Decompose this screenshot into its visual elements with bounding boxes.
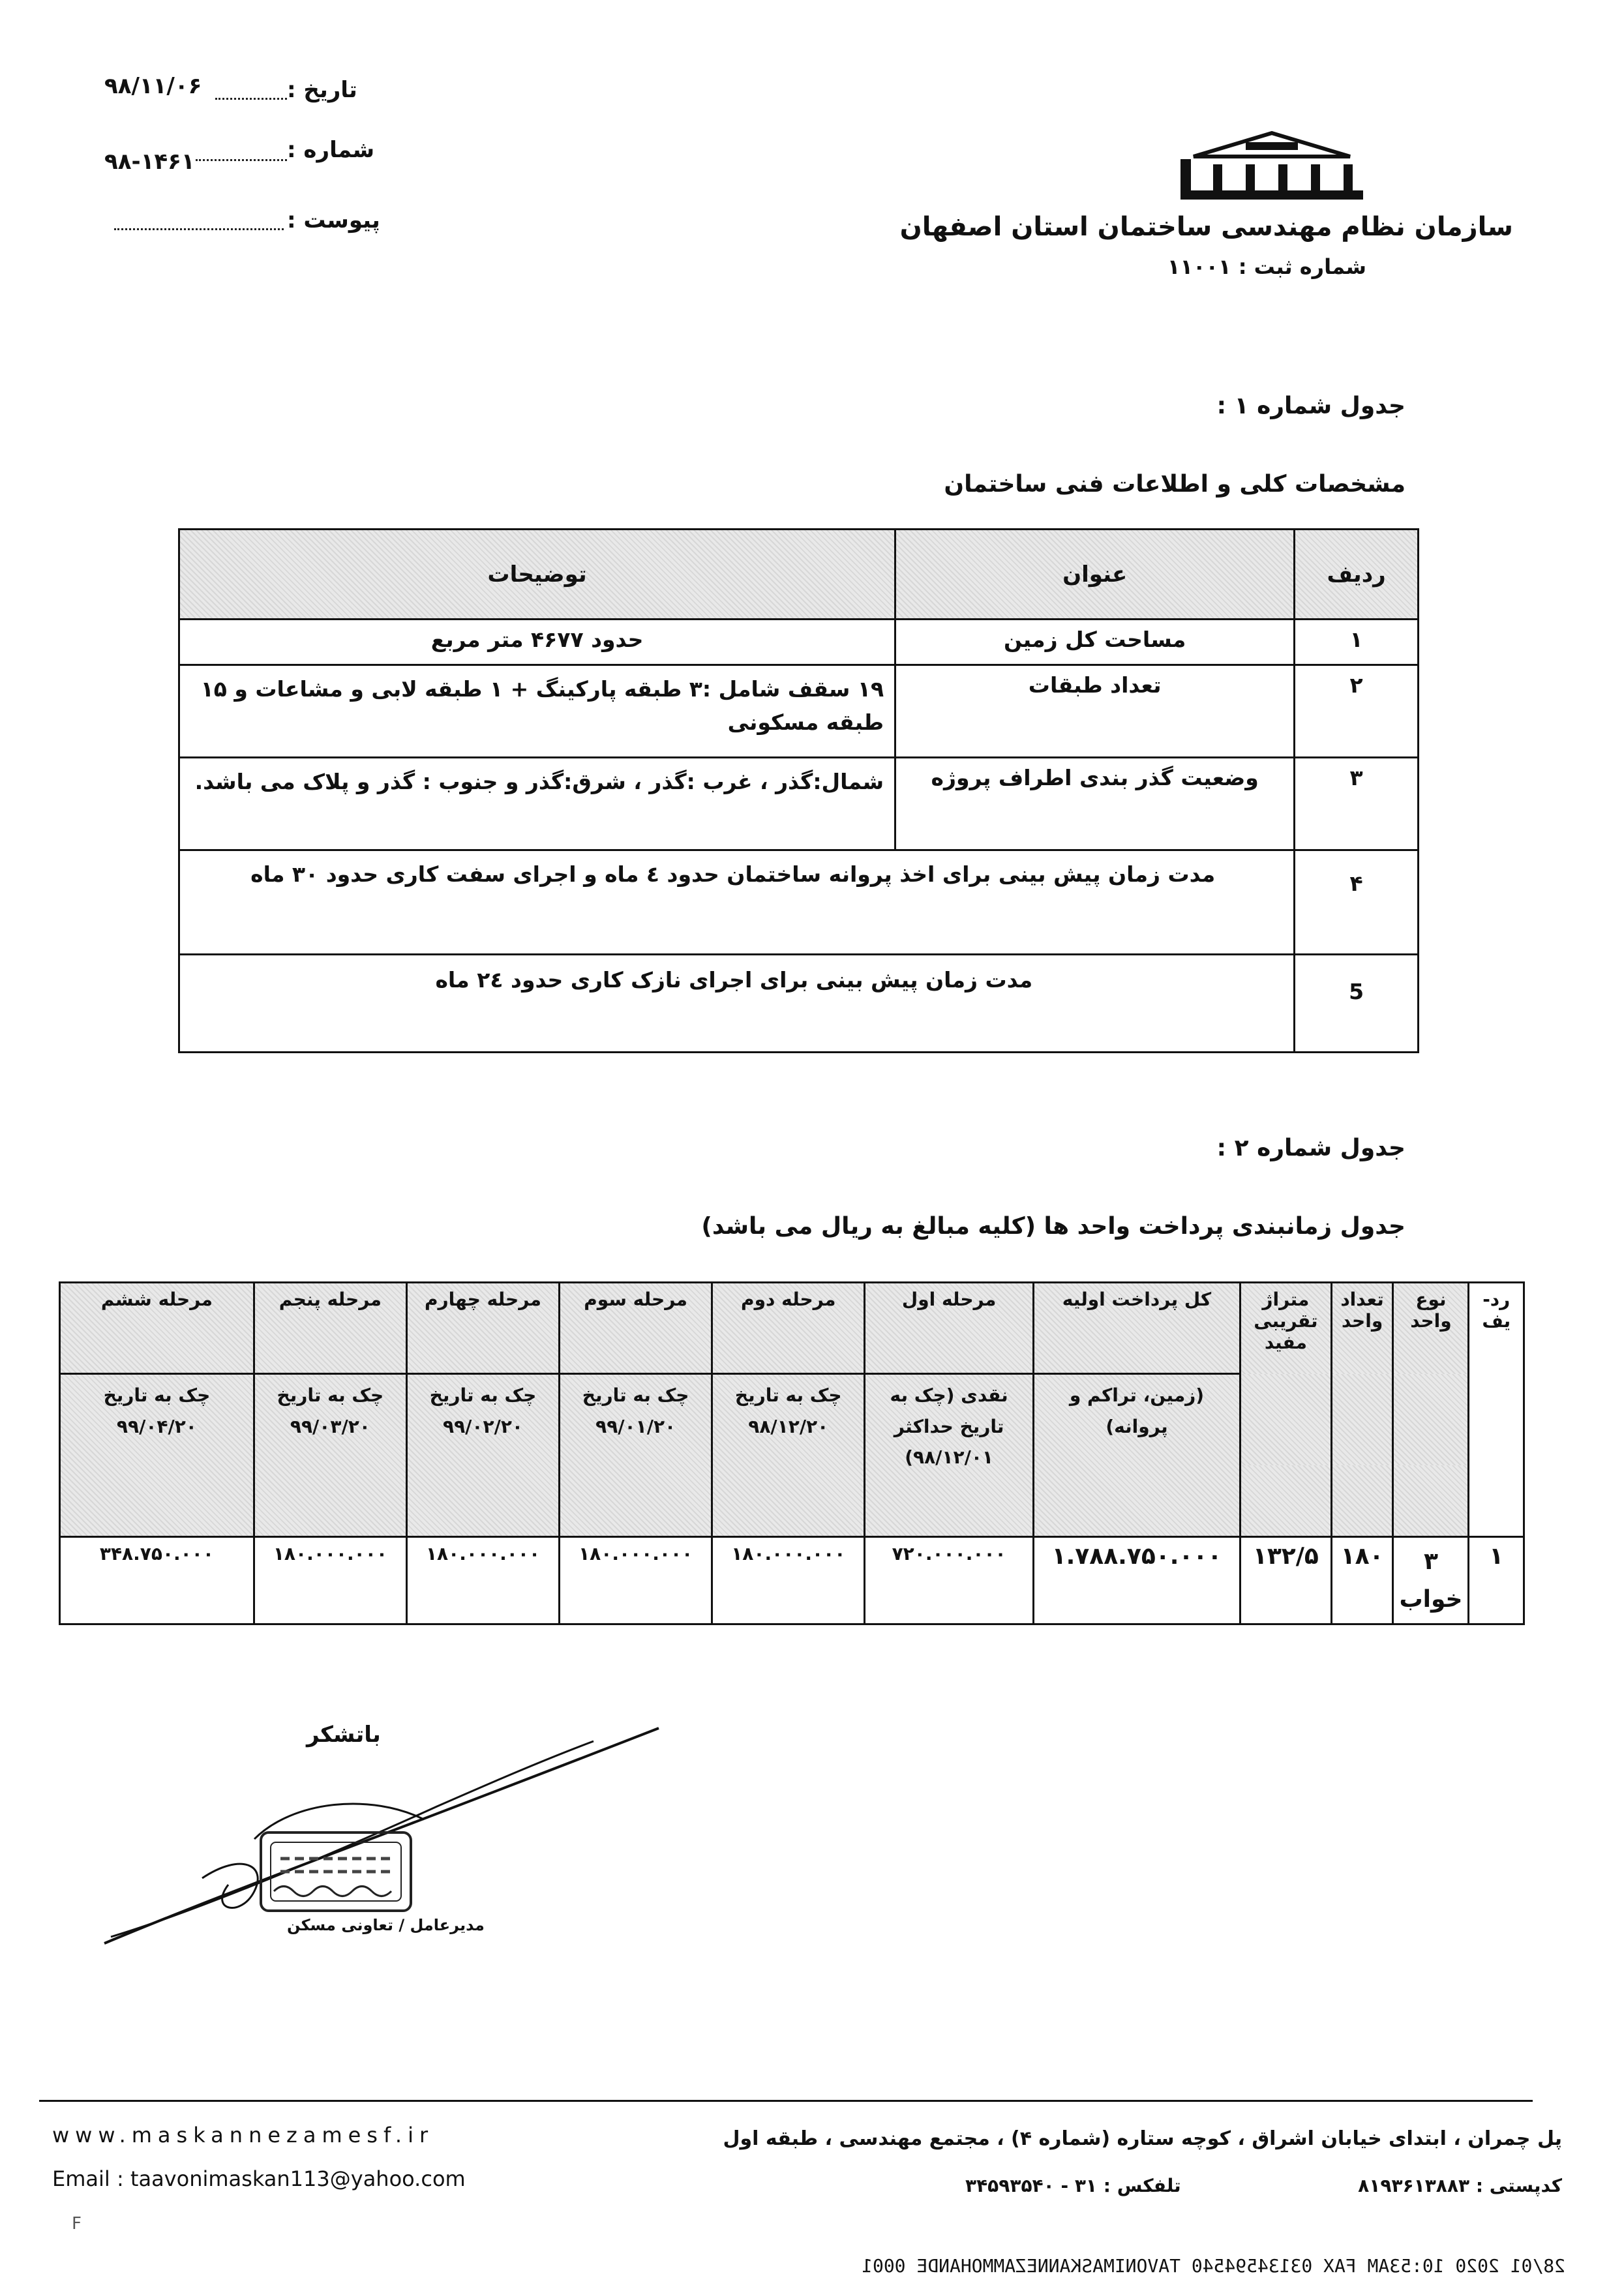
table1-header-title: عنوان	[895, 530, 1295, 620]
row-description: حدود ۴۶۷۷ متر مربع	[179, 620, 895, 665]
fax-transmission-line: 28/01 2020 10:53AM FAX 03134594540 TAVONIMASKANNEZAMMOHANDE 0001	[862, 2255, 1565, 2277]
header-stage5: مرحله پنجم	[254, 1283, 406, 1374]
header-stage6: مرحله ششم	[60, 1283, 254, 1374]
header-stage3: مرحله سوم	[560, 1283, 712, 1374]
header-unit-count: تعداد واحد	[1331, 1283, 1393, 1537]
thanks-text: باتشکر	[307, 1722, 381, 1748]
row-number: ۲	[1295, 665, 1419, 758]
table-row	[179, 850, 1419, 955]
cell-stage6: ۳۴۸.۷۵۰.۰۰۰	[60, 1537, 254, 1624]
header-area: متراژ تقریبی مفید	[1241, 1283, 1332, 1537]
website-link[interactable]: www.maskannezamesf.ir	[52, 2123, 434, 2147]
row-text: مدت زمان پیش بینی برای اجرای نازک کاری حدود ۲٤ ماه	[179, 955, 1295, 1053]
row-number: 5	[1295, 955, 1419, 1053]
row-number: ۴	[1295, 850, 1419, 955]
building-specs-table	[178, 528, 1419, 1053]
signature-stamp	[98, 1722, 685, 1956]
footer-address: پل چمران ، ابتدای خیابان اشراق ، کوچه ستاره (شماره ۴) ، مجتمع مهندسی ، طبقه اول	[723, 2127, 1562, 2150]
header-stage1: مرحله اول	[865, 1283, 1034, 1374]
row-number: ۳	[1295, 758, 1419, 850]
table-row	[179, 955, 1419, 1053]
number-dots	[196, 159, 287, 161]
table1-title: مشخصات کلی و اطلاعات فنی ساختمان	[944, 471, 1406, 498]
number-label: شماره :	[287, 137, 375, 163]
row-text: مدت زمان پیش بینی برای اخذ پروانه ساختمان حدود ٤ ماه و اجرای سفت کاری حدود ۳۰ ماه	[179, 850, 1295, 955]
row-title: وضعیت گذر بندی اطراف پروژه	[895, 758, 1295, 850]
subheader-stage3: چک به تاریخ ۹۹/۰۱/۲۰	[560, 1374, 712, 1537]
email-link[interactable]: Email : taavonimaskan113@yahoo.com	[52, 2166, 466, 2191]
row-number: ۱	[1295, 620, 1419, 665]
cell-stage5: ۱۸۰.۰۰۰.۰۰۰	[254, 1537, 406, 1624]
subheader-initial-total: (زمین، تراکم و پروانه)	[1033, 1374, 1240, 1537]
table2-title: جدول زمانبندی پرداخت واحد ها (کلیه مبالغ به ریال می باشد)	[701, 1213, 1406, 1240]
footer-fax: تلفکس : ۳۱ - ۳۴۵۹۳۵۴۰	[965, 2175, 1181, 2196]
cell-stage4: ۱۸۰.۰۰۰.۰۰۰	[406, 1537, 559, 1624]
header-stage2: مرحله دوم	[712, 1283, 865, 1374]
cell-stage3: ۱۸۰.۰۰۰.۰۰۰	[560, 1537, 712, 1624]
table-row	[179, 758, 1419, 850]
house-logo-icon	[1167, 130, 1376, 202]
cell-stage1: ۷۲۰.۰۰۰.۰۰۰	[865, 1537, 1034, 1624]
subheader-stage4: چک به تاریخ ۹۹/۰۲/۲۰	[406, 1374, 559, 1537]
cell-stage2: ۱۸۰.۰۰۰.۰۰۰	[712, 1537, 865, 1624]
corner-mark: F	[72, 2214, 82, 2234]
table1-caption: جدول شماره ۱ :	[1216, 393, 1406, 419]
attachment-label: پیوست :	[287, 207, 380, 233]
subheader-stage6: چک به تاریخ ۹۹/۰۴/۲۰	[60, 1374, 254, 1537]
cell-area: ۱۳۲/۵	[1241, 1537, 1332, 1624]
number-value: ۹۸-۱۴۶۱	[104, 149, 195, 175]
cell-row-number: ۱	[1469, 1537, 1524, 1624]
row-title: تعداد طبقات	[895, 665, 1295, 758]
table2-header-row	[60, 1283, 1524, 1374]
stamp-text: مدیرعامل / تعاونی مسکن	[287, 1916, 485, 1934]
cell-initial-total: ۱.۷۸۸.۷۵۰.۰۰۰	[1033, 1537, 1240, 1624]
payment-schedule-table	[59, 1281, 1525, 1625]
table-row	[60, 1537, 1524, 1624]
table1-header-row-number: ردیف	[1295, 530, 1419, 620]
table-row	[179, 665, 1419, 758]
date-label: تاریخ :	[287, 77, 357, 103]
header-stage4: مرحله چهارم	[406, 1283, 559, 1374]
row-title: مساحت کل زمین	[895, 620, 1295, 665]
subheader-stage5: چک به تاریخ ۹۹/۰۳/۲۰	[254, 1374, 406, 1537]
attachment-dots	[114, 228, 284, 230]
table2-caption: جدول شماره ۲ :	[1216, 1135, 1406, 1161]
header-unit-type: نوع واحد	[1393, 1283, 1469, 1537]
footer-postal-code: کدپستی : ۸۱۹۳۶۱۳۸۸۳	[1358, 2175, 1562, 2196]
table1-header-row	[179, 530, 1419, 620]
row-description: ۱۹ سقف شامل :۳ طبقه پارکینگ + ۱ طبقه لابی و مشاعات و ۱۵ طبقه مسکونی	[179, 665, 895, 758]
subheader-stage1: نقدی (چک به تاریخ حداکثر ۹۸/۱۲/۰۱)	[865, 1374, 1034, 1537]
table1-header-description: توضیحات	[179, 530, 895, 620]
organization-name: سازمان نظام مهندسی ساختمان استان اصفهان	[899, 212, 1513, 242]
footer-divider	[39, 2100, 1533, 2102]
organization-logo	[1167, 130, 1376, 202]
header-initial-total: کل پرداخت اولیه	[1033, 1283, 1240, 1374]
logo-text	[1167, 130, 1169, 131]
table-row	[179, 620, 1419, 665]
cell-unit-count: ۱۸۰	[1331, 1537, 1393, 1624]
row-description: شمال:گذر ، غرب :گذر ، شرق:گذر و جنوب : گذر و پلاک می باشد.	[179, 758, 895, 850]
date-value: ۹۸/۱۱/۰۶	[104, 73, 202, 99]
subheader-stage2: چک به تاریخ ۹۸/۱۲/۲۰	[712, 1374, 865, 1537]
cell-unit-type: ۳ خواب	[1393, 1537, 1469, 1624]
registration-number: شماره ثبت : ۱۱۰۰۱	[1167, 254, 1366, 279]
date-dots	[215, 98, 287, 100]
header-row-number: رد-یف	[1469, 1283, 1524, 1537]
